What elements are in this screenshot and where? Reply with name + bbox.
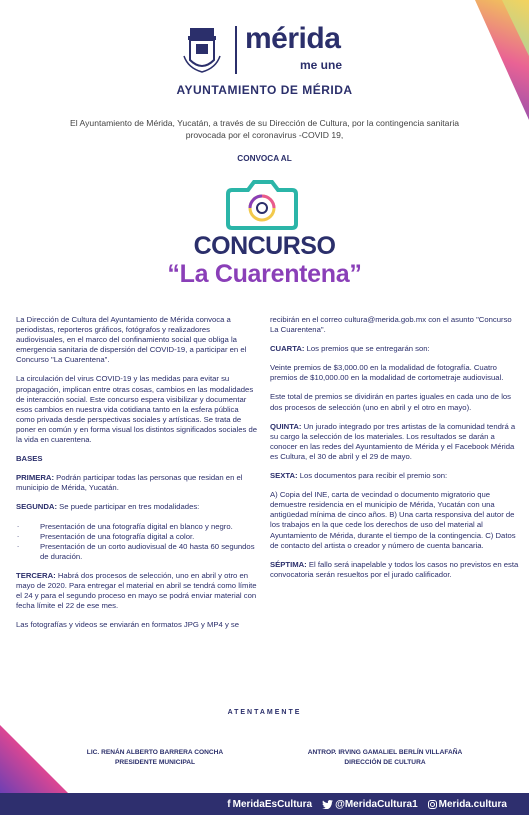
clause-septima: [270, 560, 520, 580]
paragraph-convocatoria: La Dirección de Cultura del Ayuntamiento de Mérida convoca a periodistas, reporteros gráficos, fotógrafos y realizadores audiovisuales, en el marco del confinamiento social que obliga la emergencia sanitaria de dispersión del COVID-19, a participar en el Concurso "La Cuarentena".: [16, 315, 247, 365]
clause-cuarta-label: CUARTA:: [270, 344, 305, 354]
bases-heading: BASES: [16, 454, 43, 464]
paragraph-total: Este total de premios se dividirán en partes iguales en cada uno de los dos procesos de selección (uno en abril y el otro en mayo).: [270, 392, 512, 412]
signature-left: [60, 748, 250, 767]
institution-name: AYUNTAMIENTO DE MÉRIDA: [176, 83, 353, 97]
clause-septima-text: El fallo será inapelable y todos los casos no previstos en esta convocatoria serán resueltos por el jurado calificador.: [270, 559, 519, 579]
instagram-icon: [428, 800, 437, 809]
paragraph-envio: Las fotografías y videos se enviarán en formatos JPG y MP4 y se: [16, 620, 240, 630]
intro-text: El Ayuntamiento de Mérida, Yucatán, a través de su Dirección de Cultura, por la contingencia sanitaria provocada por el coronavirus -COVID 19,: [70, 118, 460, 140]
clause-primera-label: PRIMERA:: [16, 473, 55, 483]
list-item: . Presentación de un corto audiovisual de 40 hasta 60 segundos de duración.: [16, 542, 258, 562]
instagram-link[interactable]: [428, 799, 507, 810]
signature-left-title: PRESIDENTE MUNICIPAL: [114, 758, 196, 766]
clause-septima-label: SÉPTIMA:: [270, 559, 307, 569]
clause-tercera: [16, 571, 258, 611]
left-column: [16, 315, 258, 639]
city-crest-icon: [180, 26, 224, 76]
clause-sexta-label: SEXTA:: [270, 471, 298, 481]
facebook-icon: f: [227, 798, 231, 810]
brand-tagline: me une: [300, 58, 343, 72]
paragraph-correo: recibirán en el correo cultura@merida.gob.mx con el asunto "Concurso La Cuarentena".: [270, 315, 512, 335]
right-column: [270, 315, 520, 589]
signature-right-title: DIRECCIÓN DE CULTURA: [344, 758, 426, 766]
brand-logo-text: mérida: [245, 22, 341, 55]
clause-tercera-label: TERCERA:: [16, 570, 56, 580]
clause-quinta-text: Un jurado integrado por tres artistas de la comunidad tendrá a su cargo la selección de los materiales. Los resultados se darán a conocer en las redes del Ayuntamiento de Mérida y el Facebook Mérida es Cultura, el 30 de abril y el 29 de mayo.: [270, 421, 516, 461]
instagram-handle: Merida.cultura: [438, 798, 507, 810]
clause-quinta: [270, 422, 520, 462]
clause-cuarta: [270, 344, 520, 354]
clause-quinta-label: QUINTA:: [270, 421, 302, 431]
footer-social-bar: [0, 793, 529, 815]
clause-cuarta-text: Los premios que se entregarán son:: [304, 344, 430, 354]
twitter-handle: @MeridaCultura1: [335, 798, 418, 810]
clause-primera: [16, 473, 258, 493]
facebook-handle: MeridaEsCultura: [232, 798, 313, 810]
closing-atentamente: ATENTAMENTE: [227, 709, 302, 716]
paragraph-contexto: La circulación del virus COVID-19 y las medidas para evitar su propagación, implican entre otras cosas, cambios en las modalidades de interacción social. Este concurso espera visibilizar y documentar esos cambios en nuestra vida cotidiana tanto en la esfera pública como privada desde perspectivas sociales y artísticas. Se trata de poner en común y en forma visual los distintos significados sociales de la vida en cuarentena.: [16, 374, 258, 445]
clause-sexta: [270, 471, 520, 481]
facebook-link[interactable]: [227, 799, 312, 810]
clause-segunda-text: Se puede participar en tres modalidades:: [57, 502, 200, 512]
twitter-link[interactable]: [322, 799, 418, 810]
modalidades-list: [16, 522, 258, 562]
contest-title-line1: CONCURSO: [193, 232, 336, 260]
twitter-icon: [322, 800, 333, 809]
header: [0, 20, 529, 100]
clause-sexta-text: Los documentos para recibir el premio son:: [297, 471, 448, 481]
list-item: . Presentación de una fotografía digital a color.: [16, 532, 258, 542]
signature-right-name: ANTROP. IRVING GAMALIEL BERLÍN VILLAFAÑA: [307, 749, 463, 756]
signature-right: [290, 748, 480, 767]
clause-segunda-label: SEGUNDA:: [16, 502, 58, 512]
list-item: . Presentación de una fotografía digital en blanco y negro.: [16, 522, 258, 532]
camera-icon: [226, 178, 298, 230]
clause-primera-text: Podrán participar todas las personas que residan en el municipio de Mérida, Yucatán.: [16, 473, 243, 493]
clause-tercera-text: Habrá dos procesos de selección, uno en abril y otro en mayo de 2020. Para entregar el material en abril se tendrá como límite el 24 y para el segundo proceso en mayo se podrá enviar material con fecha límite el 22 de ese mes.: [16, 570, 257, 611]
signature-left-name: LIC. RENÁN ALBERTO BARRERA CONCHA: [86, 749, 224, 756]
clause-segunda: [16, 502, 258, 512]
header-divider: [235, 26, 237, 74]
paragraph-premios: Veinte premios de $3,000.00 en la modalidad de fotografía. Cuatro premios de $10,000.00 en la modalidad de cortometraje audiovisual.: [270, 363, 504, 383]
contest-title-line2: “La Cuarentena”: [167, 260, 362, 288]
paragraph-documentos: A) Copia del INE, carta de vecindad o documento migratorio que demuestre residencia en el municipio de Mérida, Yucatán con una antigüedad mínima de cinco años. B) Una carta responsiva del autor de los trabajos en la que cede los derechos de uso del material al Ayuntamiento de Mérida, durante el tiempo de la contingencia. C) Datos de contacto del artista o creador y número de cuenta bancaria.: [270, 490, 516, 550]
convoca-label: CONVOCA AL: [237, 154, 292, 163]
